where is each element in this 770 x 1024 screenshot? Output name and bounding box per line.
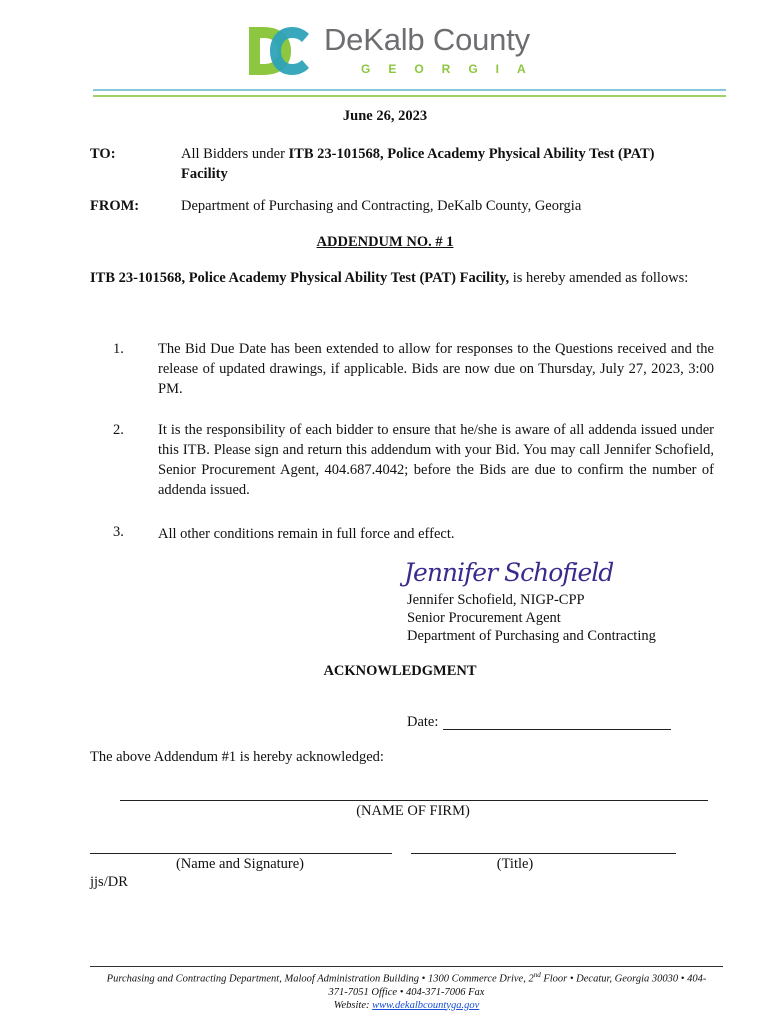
memo-date: June 26, 2023 [342, 108, 428, 124]
name-signature-line[interactable] [90, 853, 392, 854]
footer-rule [90, 966, 723, 967]
item-text: The Bid Due Date has been extended to allow for responses to the Questions received and the release of updated drawings, if applicable. Bids are now due on Thursday, July 27, 2023, 3:00 PM. [158, 341, 714, 397]
intro-itb: ITB 23-101568, Police Academy Physical Ability Test (PAT) Facility, [90, 270, 510, 286]
item-number: 1. [113, 341, 124, 357]
brand-name: DeKalb County [324, 22, 530, 57]
signer-name: Jennifer Schofield, NIGP-CPP [407, 592, 585, 608]
website-label: Website: [333, 999, 373, 1011]
website-link[interactable]: www.dekalbcountyga.gov [372, 999, 480, 1011]
item-number: 2. [113, 422, 124, 438]
to-label: TO: [90, 146, 116, 162]
signer-block [407, 591, 656, 645]
dekalb-logo-icon [249, 25, 311, 77]
acknowledgment-title: ACKNOWLEDGMENT [323, 663, 477, 679]
addendum-title: ADDENDUM NO. # 1 [316, 234, 454, 250]
from-value: Department of Purchasing and Contracting, DeKalb County, Georgia [181, 198, 582, 214]
header-rule-green [93, 95, 726, 97]
firm-name-label: (NAME OF FIRM) [356, 803, 470, 819]
signer-title: Senior Procurement Agent [407, 610, 561, 626]
to-prefix: All Bidders under [181, 146, 289, 162]
footer-address [90, 969, 723, 1012]
signer-dept: Department of Purchasing and Contracting [407, 628, 656, 644]
header-rule-teal [93, 89, 726, 91]
footer-sup: nd [533, 971, 541, 979]
intro-paragraph [90, 268, 690, 288]
handwritten-signature: Jennifer Schofield [404, 558, 614, 587]
title-line[interactable] [411, 853, 676, 854]
footer-address-a: Purchasing and Contracting Department, Maloof Administration Building • 1300 Commerce Drive, 2 [106, 973, 534, 985]
to-value [181, 144, 701, 184]
item-text: It is the responsibility of each bidder to ensure that he/she is aware of all addenda issued under this ITB. Please sign and return this addendum with your Bid. You may call Jennifer Schofield, Senior Procurement Agent, 404.687.4042; before the Bids are due to confirm the number of addenda issued. [158, 422, 714, 498]
item-number: 3. [113, 524, 124, 540]
footer-address-b: Floor • Decatur, Georgia 30030 • 404- [540, 973, 707, 985]
item-text: All other conditions remain in full force and effect. [158, 526, 455, 542]
footer-line-2: 371-7051 Office • 404-371-7006 Fax [328, 986, 485, 998]
title-label: (Title) [496, 856, 534, 872]
ack-statement: The above Addendum #1 is hereby acknowledged: [90, 749, 384, 765]
initials: jjs/DR [90, 874, 128, 890]
name-signature-label: (Name and Signature) [175, 856, 305, 872]
firm-name-line[interactable] [120, 800, 708, 801]
intro-rest: is hereby amended as follows: [509, 270, 689, 286]
to-itb: ITB 23-101568, Police Academy Physical Ability Test (PAT) Facility [181, 146, 655, 182]
brand-state: GEORGIA [361, 62, 544, 76]
from-label: FROM: [90, 198, 140, 214]
ack-date-line[interactable] [443, 729, 671, 730]
footer-line-1 [90, 969, 723, 986]
footer-line-3 [90, 999, 723, 1012]
ack-date-label: Date: [407, 714, 439, 730]
